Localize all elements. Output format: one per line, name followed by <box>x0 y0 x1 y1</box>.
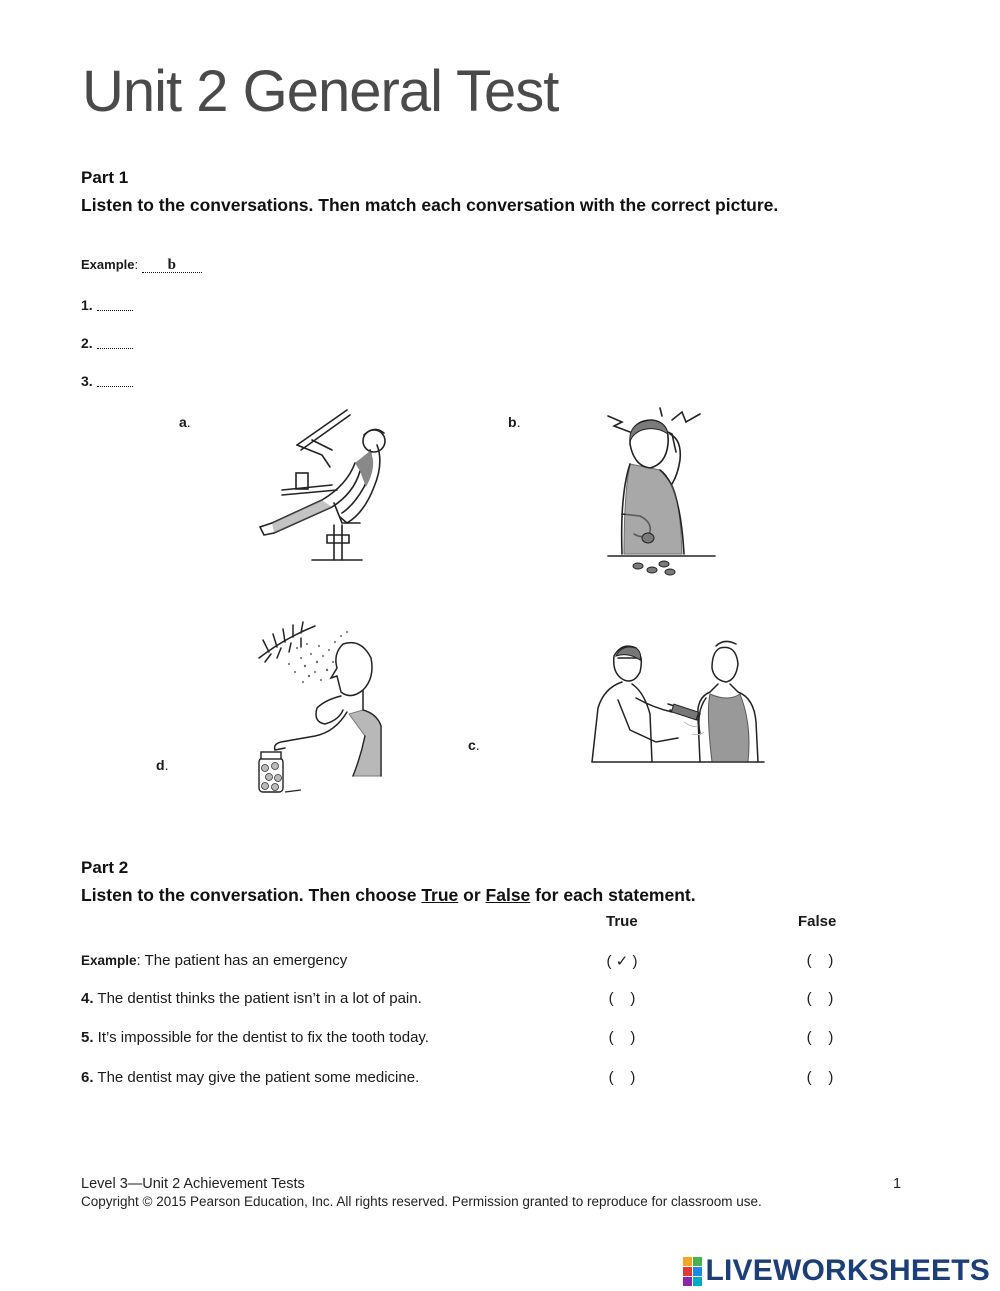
statement-6: 6. The dentist may give the patient some medicine. <box>81 1069 420 1086</box>
true-choice-5[interactable]: ( ) <box>608 1029 636 1046</box>
picture-label-b: b. <box>508 414 521 430</box>
answer-blank-3[interactable] <box>97 374 133 387</box>
picture-label-a: a. <box>179 414 191 430</box>
footer-level: Level 3—Unit 2 Achievement Tests <box>81 1176 305 1192</box>
true-choice-example: ( ✓ ) <box>606 953 638 970</box>
item-number: 1. <box>81 297 93 313</box>
example-answer-blank: b <box>142 258 202 273</box>
false-choice-4[interactable]: ( ) <box>806 990 834 1007</box>
false-choice-example: ( ) <box>806 952 834 969</box>
column-true-header: True <box>606 913 638 930</box>
statement-5: 5. It’s impossible for the dentist to fix the tooth today. <box>81 1029 429 1046</box>
dentist-chair-icon <box>252 405 402 567</box>
column-false-header: False <box>798 913 837 930</box>
part1-instruction: Listen to the conversations. Then match each conversation with the correct picture. <box>81 195 779 215</box>
allergy-sneeze-icon <box>245 616 385 802</box>
page-title: Unit 2 General Test <box>82 59 559 124</box>
part1-item-2 <box>81 335 133 351</box>
statement-4: 4. The dentist thinks the patient isn’t in a lot of pain. <box>81 990 422 1007</box>
item-number: 2. <box>81 335 93 351</box>
instruction-true-word: True <box>421 885 459 905</box>
picture-label-d: d. <box>156 757 169 773</box>
injection-icon <box>588 638 768 768</box>
logo-text: LIVEWORKSHEETS <box>705 1254 990 1287</box>
instruction-false-word: False <box>485 885 531 905</box>
picture-label-c: c. <box>468 737 480 753</box>
liveworksheets-logo <box>683 1254 991 1288</box>
copyright: Copyright © 2015 Pearson Education, Inc. All rights reserved. Permission granted to reproduce for classroom use. <box>81 1194 762 1209</box>
part1-item-3 <box>81 373 133 389</box>
page-number: 1 <box>893 1176 902 1192</box>
part1-heading: Part 1 <box>81 168 129 187</box>
part1-example <box>81 257 202 273</box>
false-choice-6[interactable]: ( ) <box>806 1069 834 1086</box>
part2-instruction: Listen to the conversation. Then choose True or False for each statement. <box>81 885 696 905</box>
headache-icon <box>600 404 722 576</box>
true-choice-4[interactable]: ( ) <box>608 990 636 1007</box>
example-label: Example <box>81 257 135 272</box>
true-choice-6[interactable]: ( ) <box>608 1069 636 1086</box>
answer-blank-2[interactable] <box>97 336 133 349</box>
part2-heading: Part 2 <box>81 858 129 877</box>
false-choice-5[interactable]: ( ) <box>806 1029 834 1046</box>
logo-blocks-icon <box>683 1257 702 1286</box>
part1-item-1 <box>81 297 133 313</box>
answer-blank-1[interactable] <box>97 298 133 311</box>
statement-example: Example: The patient has an emergency <box>81 952 348 969</box>
item-number: 3. <box>81 373 93 389</box>
example-sep: : <box>134 257 139 272</box>
